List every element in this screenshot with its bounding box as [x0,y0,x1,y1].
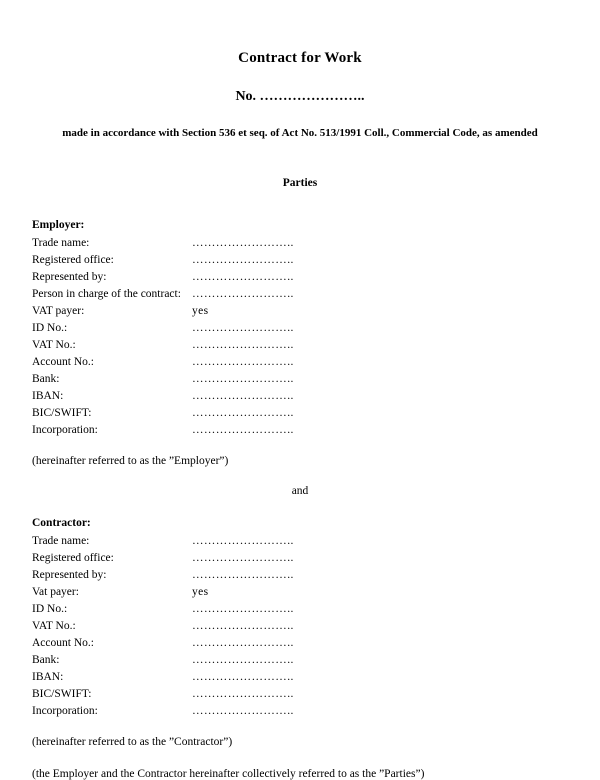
contractor-field-label: BIC/SWIFT: [32,688,92,700]
employer-field-label: Account No.: [32,356,94,368]
employer-field-label: Registered office: [32,254,114,266]
employer-field-label: Represented by: [32,271,107,283]
employer-field-row [30,422,570,439]
contractor-field-label: Trade name: [32,535,90,547]
employer-field-row [30,320,570,337]
employer-field-label: BIC/SWIFT: [32,407,92,419]
employer-field-value[interactable]: …………………….. [192,356,294,368]
contractor-field-row [30,601,570,618]
contractor-field-row [30,635,570,652]
contractor-field-row [30,533,570,550]
contractor-field-row [30,550,570,567]
employer-heading: Employer: [32,219,85,231]
employer-field-value[interactable]: …………………….. [192,373,294,385]
employer-field-value[interactable]: …………………….. [192,390,294,402]
contractor-field-row [30,567,570,584]
employer-field-value[interactable]: yes [192,305,209,317]
employer-field-row [30,388,570,405]
contractor-field-value[interactable]: …………………….. [192,705,294,717]
employer-field-label: IBAN: [32,390,64,402]
employer-field-value[interactable]: …………………….. [192,424,294,436]
employer-field-row [30,371,570,388]
employer-field-row [30,303,570,320]
contractor-field-value[interactable]: …………………….. [192,688,294,700]
employer-field-row [30,252,570,269]
employer-field-label: ID No.: [32,322,68,334]
employer-field-label: VAT payer: [32,305,85,317]
employer-field-row [30,286,570,303]
contractor-field-value[interactable]: …………………….. [192,654,294,666]
contractor-field-value[interactable]: …………………….. [192,535,294,547]
and-separator: and [291,485,309,497]
contractor-field-row [30,584,570,601]
employer-field-value[interactable]: …………………….. [192,407,294,419]
employer-field-label: VAT No.: [32,339,76,351]
employer-field-label: Incorporation: [32,424,98,436]
contractor-field-label: VAT No.: [32,620,76,632]
contractor-field-row [30,703,570,720]
contractor-field-label: ID No.: [32,603,68,615]
employer-field-value[interactable]: …………………….. [192,322,294,334]
employer-field-value[interactable]: …………………….. [192,288,294,300]
contractor-field-value[interactable]: …………………….. [192,671,294,683]
contractor-fields [30,533,570,720]
employer-fields [30,235,570,439]
contractor-field-label: IBAN: [32,671,64,683]
parties-collective-note: (the Employer and the Contractor hereinafter collectively referred to as the ”Parties”) [32,768,425,780]
contractor-block [30,517,570,748]
contractor-field-label: Represented by: [32,569,107,581]
contractor-field-row [30,686,570,703]
employer-field-row [30,269,570,286]
employer-field-row [30,405,570,422]
employer-field-value[interactable]: …………………….. [192,339,294,351]
contractor-heading: Contractor: [32,517,91,529]
page-title: Contract for Work [238,50,362,66]
contractor-field-value[interactable]: …………………….. [192,637,294,649]
contractor-note: (hereinafter referred to as the ”Contractor”) [32,736,233,748]
employer-field-value[interactable]: …………………….. [192,254,294,266]
contractor-field-value[interactable]: …………………….. [192,620,294,632]
employer-note: (hereinafter referred to as the ”Employer”) [32,455,229,467]
legal-reference-subtitle: made in accordance with Section 536 et seq. of Act No. 513/1991 Coll., Commercial Code, as amended [62,127,538,139]
contractor-field-row [30,669,570,686]
employer-field-row [30,337,570,354]
contractor-field-label: Account No.: [32,637,94,649]
contractor-field-label: Registered office: [32,552,114,564]
employer-field-value[interactable]: …………………….. [192,237,294,249]
employer-block [30,219,570,467]
contractor-field-value[interactable]: yes [192,586,209,598]
contractor-field-row [30,652,570,669]
employer-field-label: Person in charge of the contract: [32,288,181,300]
contractor-field-label: Bank: [32,654,60,666]
employer-field-label: Trade name: [32,237,90,249]
contract-number: No. ………………….. [235,89,365,104]
contractor-field-row [30,618,570,635]
contractor-field-value[interactable]: …………………….. [192,552,294,564]
contractor-field-value[interactable]: …………………….. [192,569,294,581]
contractor-field-label: Vat payer: [32,586,79,598]
contractor-field-label: Incorporation: [32,705,98,717]
employer-field-row [30,354,570,371]
employer-field-row [30,235,570,252]
contractor-field-value[interactable]: …………………….. [192,603,294,615]
employer-field-value[interactable]: …………………….. [192,271,294,283]
employer-field-label: Bank: [32,373,60,385]
section-heading-parties: Parties [282,177,318,189]
